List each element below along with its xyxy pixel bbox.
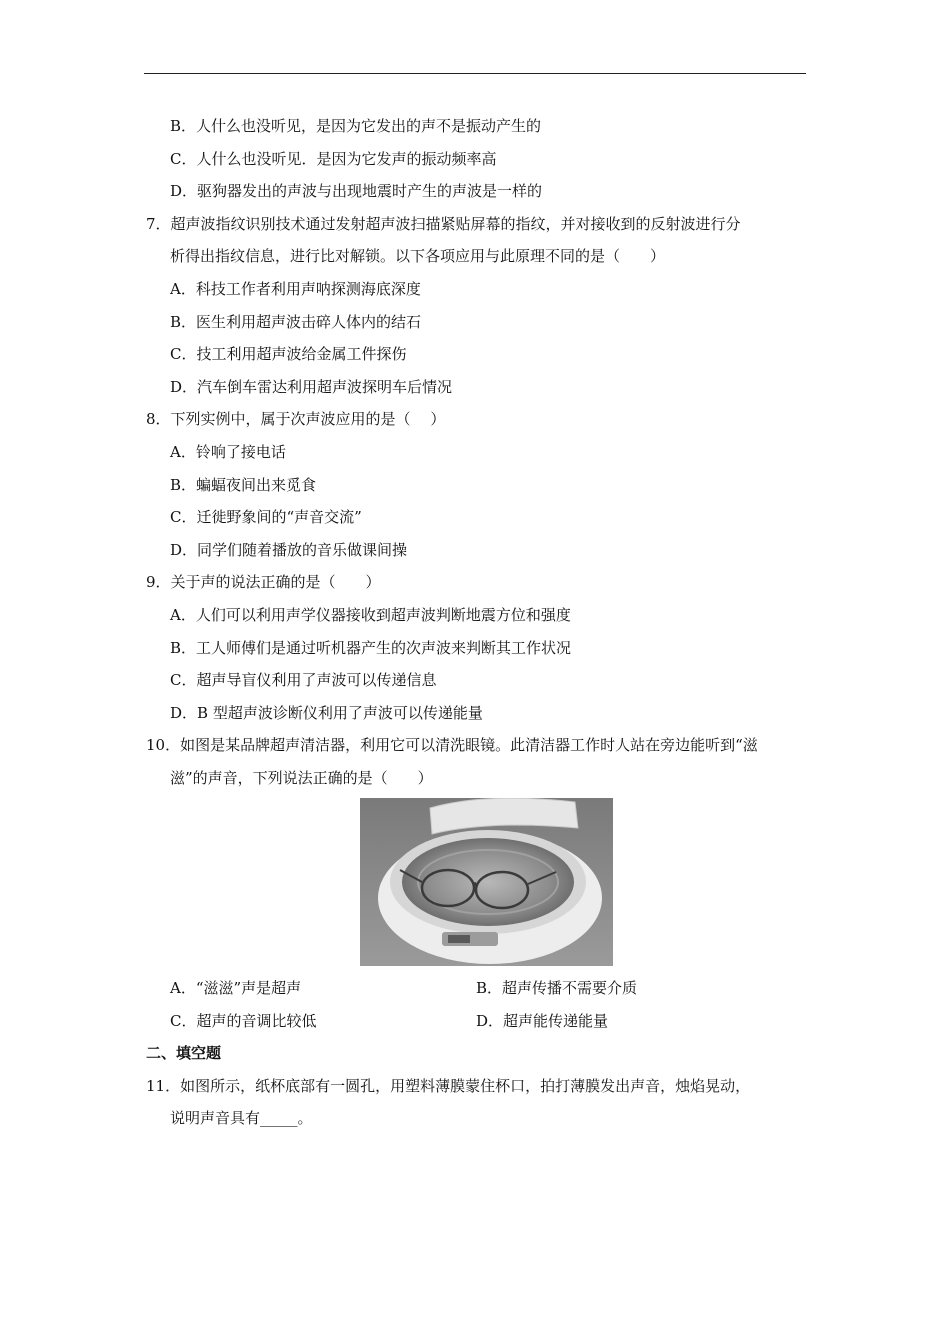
q7-option-c: C．技工利用超声波给金属工件探伤: [170, 345, 407, 363]
q11-stem-line2: 说明声音具有_____。: [170, 1109, 313, 1127]
q10-option-a: A．“滋滋”声是超声: [170, 979, 302, 997]
q7-stem-line2: 析得出指纹信息，进行比对解锁。以下各项应用与此原理不同的是（ ）: [170, 247, 666, 265]
q10-option-d: D．超声能传递能量: [476, 1012, 609, 1030]
q8-option-c: C．迁徙野象间的“声音交流”: [170, 508, 362, 526]
q7-stem-line1: 7．超声波指纹识别技术通过发射超声波扫描紧贴屏幕的指纹，并对接收到的反射波进行分: [146, 215, 741, 233]
q8-stem: 8．下列实例中，属于次声波应用的是（ ）: [146, 410, 446, 428]
q8-option-d: D．同学们随着播放的音乐做课间操: [170, 541, 408, 559]
q8-option-b: B．蝙蝠夜间出来觅食: [170, 476, 317, 494]
q9-option-c: C．超声导盲仪利用了声波可以传递信息: [170, 671, 437, 689]
q6-option-d: D．驱狗器发出的声波与出现地震时产生的声波是一样的: [170, 182, 543, 200]
q6-option-b: B．人什么也没听见，是因为它发出的声不是振动产生的: [170, 117, 542, 135]
q10-stem-line2: 滋”的声音，下列说法正确的是（ ）: [170, 769, 433, 787]
q6-option-c: C．人什么也没听见．是因为它发声的振动频率高: [170, 150, 497, 168]
q8-option-a: A．铃响了接电话: [170, 443, 286, 461]
header-rule: [144, 73, 806, 74]
section-heading: 二、填空题: [146, 1044, 222, 1062]
q9-stem: 9．关于声的说法正确的是（ ）: [146, 573, 381, 591]
q10-option-b: B．超声传播不需要介质: [476, 979, 638, 997]
q9-option-d: D．B 型超声波诊断仪利用了声波可以传递能量: [170, 704, 483, 722]
q10-stem-line1: 10．如图是某品牌超声清洁器，利用它可以清洗眼镜。此清洁器工作时人站在旁边能听到“滋: [146, 736, 758, 754]
q7-option-b: B．医生利用超声波击碎人体内的结石: [170, 313, 422, 331]
q7-option-d: D．汽车倒车雷达利用超声波探明车后情况: [170, 378, 453, 396]
ultrasonic-cleaner-photo: [360, 798, 613, 966]
q11-stem-line1: 11．如图所示，纸杯底部有一圆孔，用塑料薄膜蒙住杯口，拍打薄膜发出声音，烛焰晃动，: [146, 1077, 751, 1095]
q9-option-a: A．人们可以利用声学仪器接收到超声波判断地震方位和强度: [170, 606, 571, 624]
q7-option-a: A．科技工作者利用声呐探测海底深度: [170, 280, 421, 298]
q10-option-c: C．超声的音调比较低: [170, 1012, 317, 1030]
q9-option-b: B．工人师傅们是通过听机器产生的次声波来判断其工作状况: [170, 639, 572, 657]
